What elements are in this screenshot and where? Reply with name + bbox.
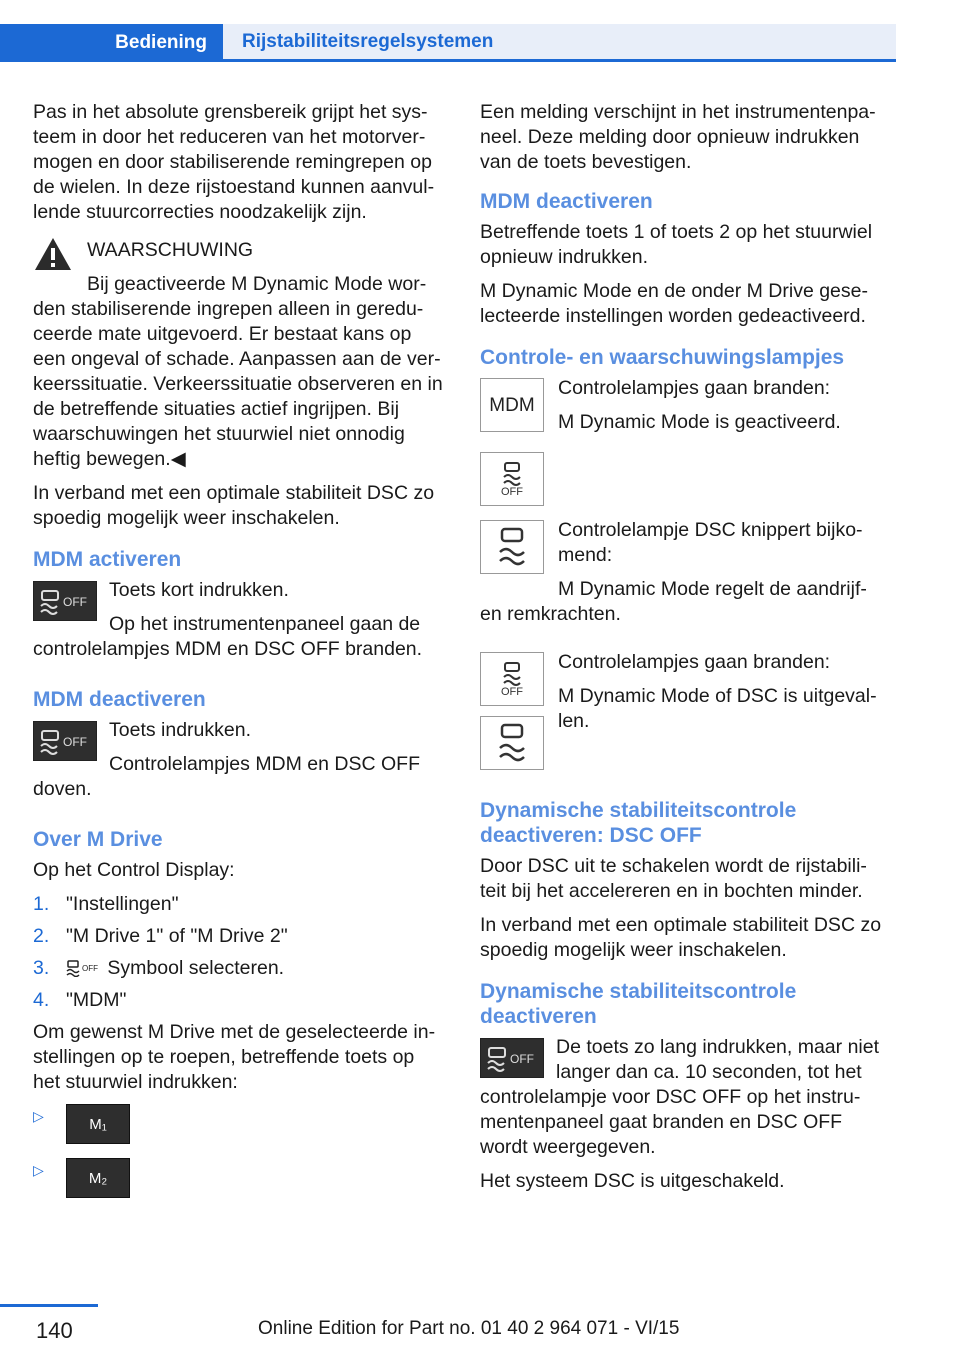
mdrive-sub: Op het Control Display: bbox=[33, 859, 235, 881]
dsc-off-button-icon bbox=[480, 1038, 544, 1078]
mdm-activate-step2: Op het instrumentenpaneel gaan de controlelampjes MDM en DSC OFF branden. bbox=[33, 613, 423, 660]
dsc-off-lamp-icon-2: OFF bbox=[480, 652, 544, 706]
m2-row: ▷ M₂ bbox=[33, 1158, 445, 1212]
mdm-deactivate-text1: Betreffende toets 1 of toets 2 op het stuurwiel opnieuw indrukken. bbox=[480, 221, 873, 268]
list-item: 1. "Instellingen" bbox=[33, 893, 179, 915]
dsc-deactivate-block: OFF De toets zo lang indrukken, maar niet langer dan ca. 10 seconden, tot het controlelampje voor DSC OFF op het instru-mentenpaneel gaat branden en DSC OFF wordt weergegeven. Het systeem DSC is uitgeschakeld. bbox=[480, 1036, 880, 1192]
intro-paragraph: Pas in het absolute grensbereik grijpt het sys-teem in door het reduceren van het motorver-mogen en door stabiliserende remingrepen op de wielen. In deze rijstoestand kunnen aanvul-lende stuurcorrecties noodzakelijk zijn. bbox=[33, 101, 435, 223]
m2-button-icon: M₂ bbox=[66, 1158, 130, 1198]
dsc-off-button-icon bbox=[33, 721, 97, 761]
footer-rule bbox=[0, 1304, 98, 1307]
mdm-activate-block bbox=[33, 578, 445, 671]
right-column bbox=[480, 100, 892, 1209]
svg-text:OFF: OFF bbox=[82, 964, 98, 973]
heading-mdm-deactivate-2: MDM deactiveren bbox=[480, 190, 653, 213]
section-tab: Bediening bbox=[0, 24, 223, 62]
dsc-text1: Door DSC uit te schakelen wordt de rijstabili-teit bij het accelereren en in bochten minder. bbox=[480, 855, 867, 902]
warning-block bbox=[33, 234, 445, 481]
dsc-lamp-icon bbox=[480, 520, 544, 574]
mdm-lamp-icon: MDM bbox=[480, 378, 544, 432]
warning-text: Bij geactiveerde M Dynamic Mode wor-den stabiliserende ingrepen alleen in geredu-ceerde mate uitgevoerd. Er bestaat kans op een ongeval of schade. Aanpassen aan de ver-keerssituatie. Verkeerssituatie observeren en in de betreffende situaties actief ingrijpen. Bij waarschuwingen het stuurwiel niet onnodig heftig bewegen.◀ bbox=[33, 273, 443, 470]
chapter-tab: Rijstabiliteitsregelsystemen bbox=[223, 24, 896, 62]
heading-mdm-deactivate: MDM deactiveren bbox=[33, 688, 206, 711]
svg-text:OFF: OFF bbox=[510, 1052, 534, 1066]
dsc-lamp-icon-2 bbox=[480, 716, 544, 770]
mdm-activate-step1: Toets kort indrukken. bbox=[109, 579, 289, 601]
heading-mdm-activate: MDM activeren bbox=[33, 548, 182, 571]
dsc-note: In verband met een optimale stabiliteit DSC zo spoedig mogelijk weer inschakelen. bbox=[33, 482, 435, 529]
warning-icon bbox=[33, 236, 73, 279]
mdm-deactivate-text2: M Dynamic Mode en de onder M Drive gese-lecteerde instellingen worden gedeactiveerd. bbox=[480, 280, 868, 327]
mdm-deactivate-step1: Toets indrukken. bbox=[109, 719, 251, 741]
left-column bbox=[33, 100, 445, 1212]
heading-dsc-off: Dynamische stabiliteitscontrole deactiveren: DSC OFF bbox=[480, 799, 797, 847]
page-number: 140 bbox=[36, 1318, 73, 1343]
svg-text:OFF: OFF bbox=[63, 735, 87, 749]
list-item: 3. OFF Symbool selecteren. bbox=[33, 957, 285, 979]
heading-lamps: Controle- en waarschuwingslampjes bbox=[480, 346, 845, 369]
heading-mdrive: Over M Drive bbox=[33, 828, 163, 851]
dsc-off-symbol-icon bbox=[66, 957, 102, 979]
dsc-off-lamp-icon: OFF bbox=[480, 452, 544, 506]
lamp-row-dsc-off bbox=[480, 450, 892, 512]
page-header bbox=[0, 24, 896, 62]
mdrive-steps bbox=[33, 892, 445, 1013]
dsc-text2: In verband met een optimale stabiliteit DSC zo spoedig mogelijk weer inschakelen. bbox=[480, 914, 882, 961]
m1-button-icon: M₁ bbox=[66, 1104, 130, 1144]
warning-title: WAARSCHUWING bbox=[87, 239, 254, 261]
lamp-row-mdm: MDM Controlelampjes gaan branden: M Dynamic Mode is geactiveerd. bbox=[480, 376, 892, 444]
mdm-deactivate-block bbox=[33, 718, 445, 811]
list-item: 2. "M Drive 1" of "M Drive 2" bbox=[33, 925, 288, 947]
message-paragraph: Een melding verschijnt in het instrumentenpa-neel. Deze melding door opnieuw indrukken van de toets bevestigen. bbox=[480, 101, 876, 173]
mdrive-text: Om gewenst M Drive met de geselecteerde in-stellingen op te roepen, betreffende toets op het stuurwiel indrukken: bbox=[33, 1021, 436, 1093]
dsc-off-button-icon bbox=[33, 581, 97, 621]
lamp-row-dsc: Controlelampje DSC knippert bijko-mend: M Dynamic Mode regelt de aandrijf- en remkrachten. bbox=[480, 519, 867, 625]
heading-dsc-deactivate: Dynamische stabiliteitscontrole deactiveren bbox=[480, 980, 797, 1028]
svg-text:OFF: OFF bbox=[63, 595, 87, 609]
list-item: 4. "MDM" bbox=[33, 989, 127, 1011]
m1-row: ▷ M₁ bbox=[33, 1104, 445, 1158]
edition-text: Online Edition for Part no. 01 40 2 964 071 - VI/15 bbox=[258, 1318, 680, 1339]
mdm-deactivate-step2: Controlelampjes MDM en DSC OFF doven. bbox=[33, 753, 420, 800]
lamp-row-failure: OFF Controlelampjes gaan branden: M Dynamic Mode of DSC is uitgeval-len. bbox=[480, 650, 892, 776]
